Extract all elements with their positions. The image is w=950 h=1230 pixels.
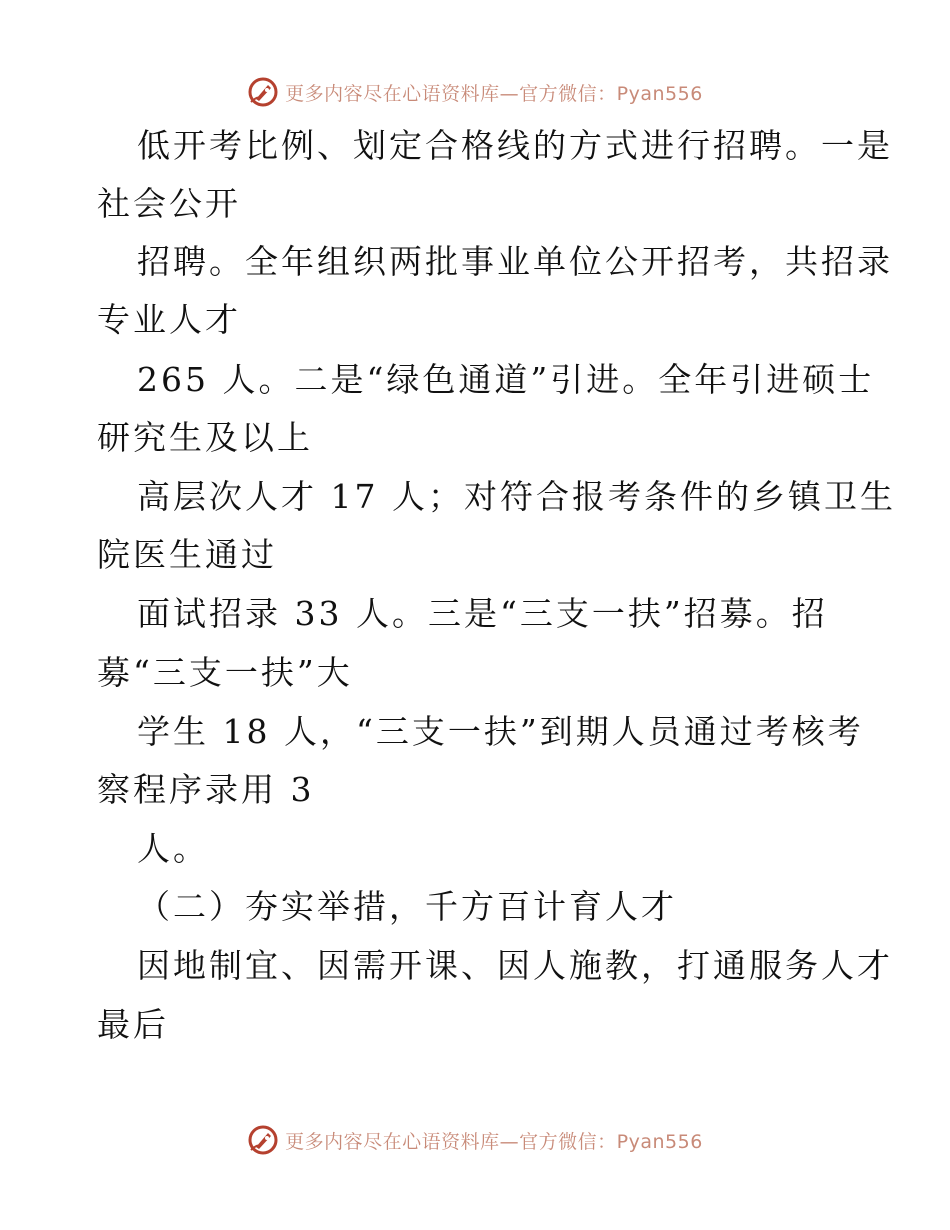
- text-line: 低开考比例、划定合格线的方式进行招聘。一是: [137, 126, 893, 165]
- text-line: 面试招录 33 人。三是“三支一扶”招募。招: [137, 594, 828, 633]
- text-line: 最后: [97, 1005, 169, 1044]
- text-line: 265 人。二是“绿色通道”引进。全年引进硕士: [137, 360, 875, 399]
- text-line: 专业人才: [97, 300, 241, 339]
- text-line: 社会公开: [97, 184, 241, 223]
- text-line: 院医生通过: [97, 535, 277, 574]
- section-heading: （二）夯实举措，千方百计育人才: [137, 887, 677, 926]
- footer-watermark: [0, 1120, 950, 1160]
- text-line: 人。: [137, 829, 209, 868]
- text-line: 高层次人才 17 人；对符合报考条件的乡镇卫生: [137, 477, 896, 516]
- text-line: 学生 18 人，“三支一扶”到期人员通过考核考: [137, 712, 864, 751]
- text-line: 察程序录用 3: [97, 770, 315, 809]
- text-line: 因地制宜、因需开课、因人施教，打通服务人才: [137, 946, 893, 985]
- pen-nib-logo-icon: [247, 1124, 279, 1156]
- text-line: 募“三支一扶”大: [97, 653, 353, 692]
- watermark-text: 更多内容尽在心语资料库—官方微信：Pyan556: [285, 82, 703, 105]
- text-line: 研究生及以上: [97, 418, 313, 457]
- header-watermark: [0, 72, 950, 112]
- pen-nib-logo-icon: [247, 76, 279, 108]
- watermark-text: 更多内容尽在心语资料库—官方微信：Pyan556: [285, 1130, 703, 1153]
- text-line: 招聘。全年组织两批事业单位公开招考，共招录: [137, 242, 893, 281]
